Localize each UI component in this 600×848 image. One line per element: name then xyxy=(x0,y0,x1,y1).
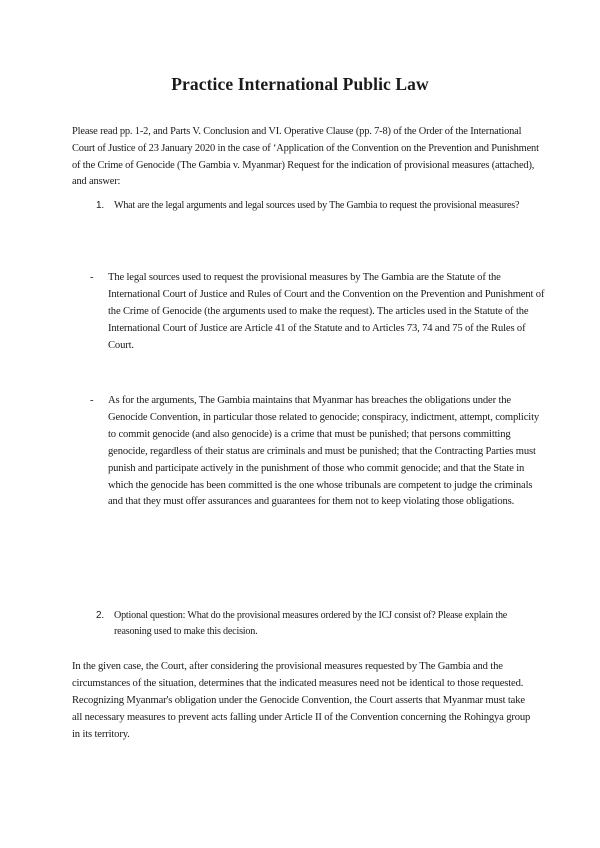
question-1-text: What are the legal arguments and legal sources used by The Gambia to request the provisional measures? xyxy=(114,200,520,211)
bullet-marker: - xyxy=(90,272,94,283)
question-2-number: 2. xyxy=(96,610,104,621)
question-1-number: 1. xyxy=(96,200,104,211)
bullet-text: As for the arguments, The Gambia maintains that Myanmar has breaches the obligations under the Genocide Convention, in particular those related to genocide; conspiracy, indictment, attempt, complicity to commit genocide (and also genocide) is a crime that must be punished; that persons committing genocide, regardless of their status are criminals and must be punished; that the Contracting Parties must punish and participate actively in the punishment of those who commit genocide; and that the State in which the genocide has been committed is the one whose tribunals are competent to judge the criminals and that they must offer assurances and guarantees for them not to keep violating those obligations. xyxy=(108,395,540,508)
document-title: Practice International Public Law xyxy=(171,74,429,94)
question-2 xyxy=(96,608,536,640)
intro-paragraph: Please read pp. 1-2, and Parts V. Conclusion and VI. Operative Clause (pp. 7-8) of the Order of the International Court of Justice of 23 January 2020 in the case of ‘Application of the Convention on the Prevention and Punishment of the Crime of Genocide (The Gambia v. Myanmar) Request for the indication of provisional measures (attached), and answer: xyxy=(72,126,539,188)
answer-paragraph: In the given case, the Court, after considering the provisional measures requested by The Gambia and the circumstances of the situation, determines that the indicated measures need not be identical to those requested. Recognizing Myanmar's obligation under the Genocide Convention, the Court asserts that Myanmar must take all necessary measures to prevent acts falling under Article II of the Convention concerning the Rohingya group in its territory. xyxy=(72,661,531,740)
bullet-text: The legal sources used to request the provisional measures by The Gambia are the Statute of the International Court of Justice and Rules of Court and the Convention on the Prevention and Punishment of the Crime of Genocide (the arguments used to make the request). The articles used in the Statute of the International Court of Justice are Article 41 of the Statute and to Articles 73, 74 and 75 of the Rules of Court. xyxy=(108,272,545,351)
bullet-marker: - xyxy=(90,395,94,406)
question-1 xyxy=(96,198,536,214)
question-2-text: Optional question: What do the provisional measures ordered by the ICJ consist of? Please explain the reasoning used to make this decision. xyxy=(114,610,508,637)
answer-bullet-arguments xyxy=(90,393,545,511)
answer-bullet-sources xyxy=(90,270,545,355)
